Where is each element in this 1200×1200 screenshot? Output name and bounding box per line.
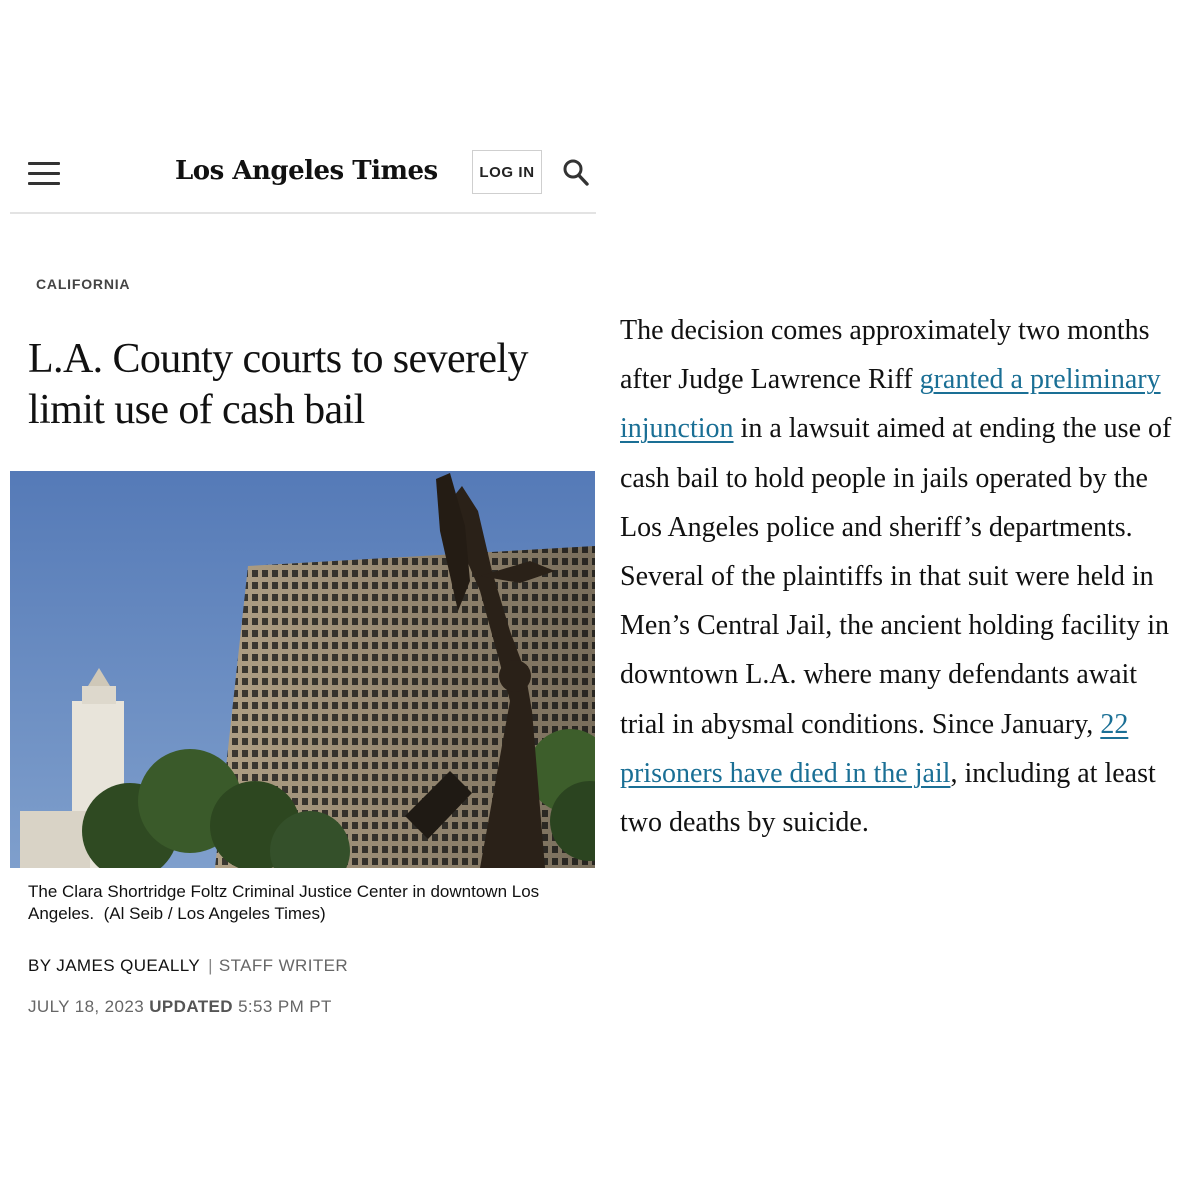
article-photo [10, 471, 595, 868]
preliminary-injunction-link[interactable]: granted a preliminary injunction [620, 364, 1161, 445]
author-role: STAFF WRITER [218, 956, 349, 975]
excerpt-text: , including at least two deaths by suicide. [620, 757, 1156, 839]
site-header [10, 146, 596, 214]
byline-separator: | [208, 956, 213, 975]
search-icon[interactable] [562, 158, 590, 188]
excerpt-paragraph [620, 306, 1182, 847]
prisoners-died-link[interactable]: 22 prisoners have died in the jail [620, 708, 1129, 789]
login-button[interactable]: LOG IN [472, 150, 542, 194]
excerpt-text: in a lawsuit aimed at ending the use of cash bail to hold people in jails operated by the Los Angeles police and sheriff’s departments. Several of the plaintiffs in that suit were held in Men’s Central Jail, the ancient holding facility in downtown L.A. where many defendants await trial in abysmal conditions. Since January, [620, 413, 1172, 740]
author-name[interactable]: BY JAMES QUEALLY [28, 956, 201, 975]
byline [28, 956, 348, 976]
excerpt-text: The decision comes approximately two months after Judge Lawrence Riff [620, 315, 1150, 396]
section-label[interactable]: CALIFORNIA [36, 276, 131, 292]
publish-date: JULY 18, 2023 [28, 997, 145, 1016]
article-excerpt [620, 306, 1182, 847]
article-headline: L.A. County courts to severely limit use of cash bail [28, 336, 528, 433]
hamburger-menu-icon[interactable] [28, 160, 62, 188]
updated-label: UPDATED [149, 997, 233, 1016]
site-logo[interactable]: Los Angeles Times [175, 156, 438, 186]
updated-time: 5:53 PM PT [238, 997, 332, 1016]
dateline [28, 997, 332, 1017]
photo-caption: The Clara Shortridge Foltz Criminal Justice Center in downtown Los Angeles. (Al Seib / Los Angeles Times) [28, 882, 543, 923]
